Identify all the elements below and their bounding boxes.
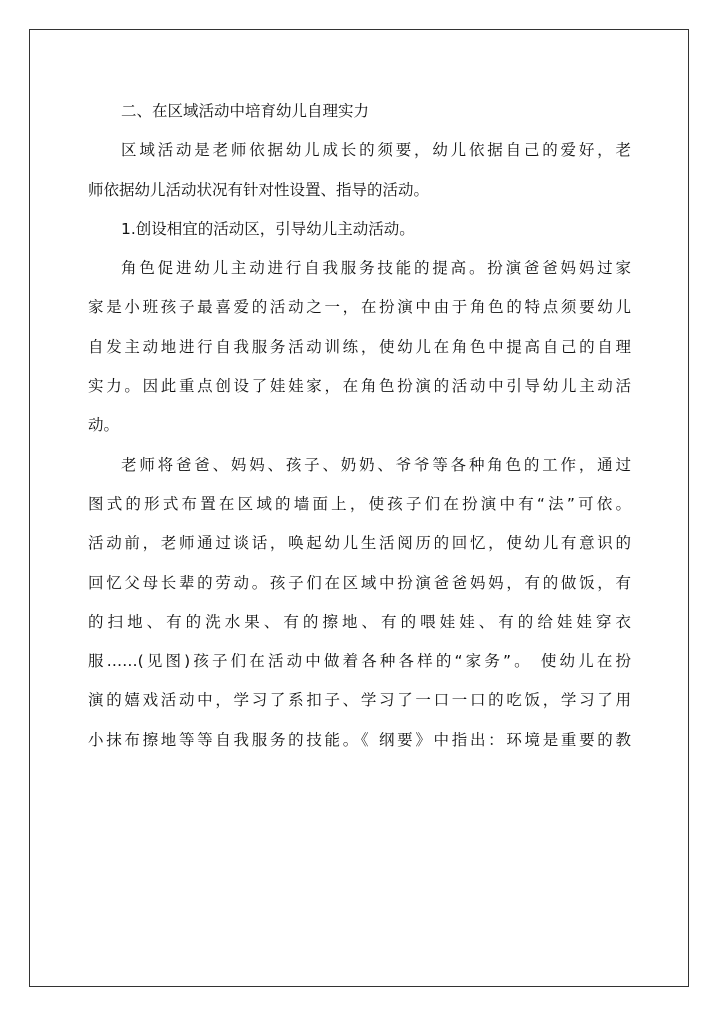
paragraph-line: 家是小班孩子最喜爱的活动之一，在扮演中由于角色的特点须要幼儿 [88, 298, 631, 317]
paragraph-line: 自发主动地进行自我服务活动训练，使幼儿在角色中提高自己的自理 [88, 337, 631, 356]
paragraph-line: 的扫地、有的洗水果、有的擦地、有的喂娃娃、有的给娃娃穿衣 [88, 612, 631, 631]
paragraph-line: 服……(见图)孩子们在活动中做着各种各样的“家务”。 使幼儿在扮 [88, 652, 631, 671]
paragraph-line: 师依据幼儿活动状况有针对性设置、指导的活动。 [88, 180, 430, 199]
paragraph-line: 实力。因此重点创设了娃娃家，在角色扮演的活动中引导幼儿主动活 [88, 377, 631, 396]
subsection-heading: 1.创设相宜的活动区，引导幼儿主动活动。 [121, 219, 415, 238]
paragraph-line: 小抹布擦地等等自我服务的技能。《 纲要》中指出：环境是重要的教 [88, 730, 631, 749]
paragraph-line: 角色促进幼儿主动进行自我服务技能的提高。扮演爸爸妈妈过家 [121, 259, 631, 278]
paragraph-line: 老师将爸爸、妈妈、孩子、奶奶、爷爷等各种角色的工作，通过 [121, 455, 631, 474]
paragraph-line: 区域活动是老师依据幼儿成长的须要，幼儿依据自己的爱好，老 [121, 141, 631, 160]
paragraph-line: 演的嬉戏活动中，学习了系扣子、学习了一口一口的吃饭，学习了用 [88, 691, 631, 710]
paragraph-line: 回忆父母长辈的劳动。孩子们在区域中扮演爸爸妈妈，有的做饭，有 [88, 573, 631, 592]
paragraph-line: 图式的形式布置在区域的墙面上，使孩子们在扮演中有“法”可依。 [88, 494, 631, 513]
paragraph-line: 活动前，老师通过谈话，唤起幼儿生活阅历的回忆，使幼儿有意识的 [88, 534, 631, 553]
document-body [88, 92, 631, 760]
section-heading: 二、在区域活动中培育幼儿自理实力 [121, 102, 370, 120]
paragraph-line: 动。 [88, 416, 120, 435]
